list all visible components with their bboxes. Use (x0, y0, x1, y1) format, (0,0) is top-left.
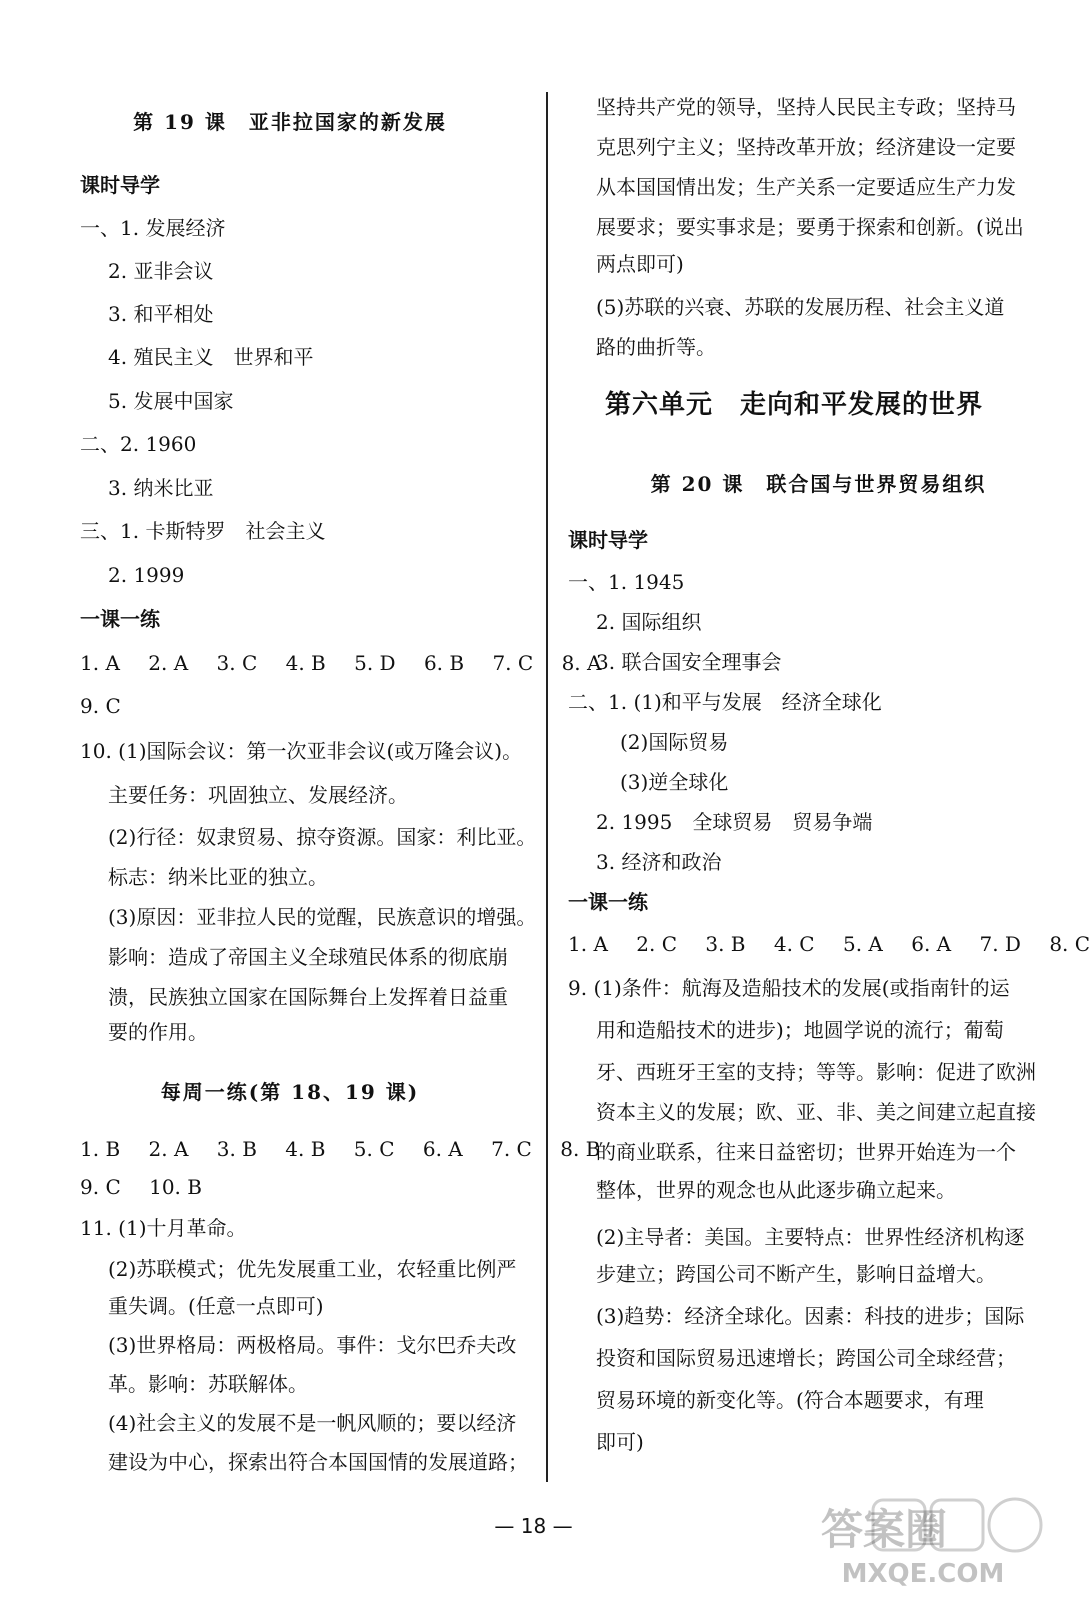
guide-line: (3)逆全球化 (620, 770, 729, 794)
answer: 9. C (80, 1175, 121, 1199)
answer: 5. A (842, 932, 883, 956)
guide-line: 4. 殖民主义 世界和平 (108, 345, 314, 369)
guide-line: 2. 1995 全球贸易 贸易争端 (596, 810, 873, 834)
practice-heading: 一课一练 (80, 607, 160, 631)
answer-row: 9. C (80, 694, 121, 718)
q10-line: 10. (1)国际会议：第一次亚非会议(或万隆会议)。 (80, 739, 523, 763)
svg-text:MXQE.COM: MXQE.COM (841, 1559, 1005, 1589)
continued-line: 展要求；要实事求是；要勇于探索和创新。(说出 (596, 215, 1024, 239)
answer: 2. A (148, 1137, 189, 1161)
guide-line: 2. 亚非会议 (108, 259, 214, 283)
q9-line: 步建立；跨国公司不断产生，影响日益增大。 (596, 1262, 996, 1286)
continued-line: 从本国国情出发；生产关系一定要适应生产力发 (596, 175, 1016, 199)
svg-text:答案圈: 答案圈 (821, 1505, 948, 1554)
guide-line: 三、1. 卡斯特罗 社会主义 (80, 519, 326, 543)
q11-line: (2)苏联模式；优先发展重工业，农轻重比例严 (108, 1257, 517, 1281)
answer: 5. D (354, 651, 396, 675)
q10-line: 影响：造成了帝国主义全球殖民体系的彻底崩 (108, 945, 508, 969)
guide-line: 3. 经济和政治 (596, 850, 722, 874)
unit-title: 第六单元 走向和平发展的世界 (605, 390, 984, 420)
answer: 8. A (561, 651, 602, 675)
q9-line: 贸易环境的新变化等。(符合本题要求，有理 (596, 1388, 984, 1412)
guide-heading: 课时导学 (568, 528, 648, 552)
answer: 1. B (80, 1137, 121, 1161)
guide-line: 一、1. 1945 (568, 570, 685, 594)
lesson-19-title: 第 19 课 亚非拉国家的新发展 (133, 110, 447, 134)
guide-line: 3. 和平相处 (108, 302, 214, 326)
column-divider (546, 92, 548, 1482)
answer: 6. A (422, 1137, 463, 1161)
q10-line: 要的作用。 (108, 1020, 208, 1044)
q9-line: 牙、西班牙王室的支持；等等。影响：促进了欧洲 (596, 1060, 1036, 1084)
answer-row (568, 932, 1090, 956)
q10-line: 标志：纳米比亚的独立。 (108, 865, 328, 889)
answer-row (80, 1137, 600, 1161)
answer: 7. C (491, 1137, 532, 1161)
answer: 3. B (705, 932, 746, 956)
q11-line: (3)世界格局：两极格局。事件：戈尔巴乔夫改 (108, 1333, 517, 1357)
guide-line: 二、2. 1960 (80, 432, 197, 456)
answer: 3. C (216, 651, 258, 675)
q11-line: 革。影响：苏联解体。 (108, 1372, 308, 1396)
continued-line: (5)苏联的兴衰、苏联的发展历程、社会主义道 (596, 295, 1005, 319)
guide-line: 5. 发展中国家 (108, 389, 234, 413)
q9-line: (2)主导者：美国。主要特点：世界性经济机构逐 (596, 1225, 1025, 1249)
practice-heading: 一课一练 (568, 890, 648, 914)
q9-line: 投资和国际贸易迅速增长；跨国公司全球经营； (596, 1346, 1016, 1370)
guide-line: 2. 国际组织 (596, 610, 702, 634)
q11-line: 重失调。(任意一点即可) (108, 1294, 324, 1318)
q11-line: 11. (1)十月革命。 (80, 1216, 247, 1240)
continued-line: 两点即可) (596, 252, 684, 276)
continued-line: 坚持共产党的领导，坚持人民民主专政；坚持马 (596, 95, 1016, 119)
answer: 10. B (149, 1175, 202, 1199)
q11-line: 建设为中心，探索出符合本国国情的发展道路； (108, 1450, 528, 1474)
q9-line: 9. (1)条件：航海及造船技术的发展(或指南针的运 (568, 976, 1010, 1000)
guide-line: 一、1. 发展经济 (80, 216, 226, 240)
continued-line: 克思列宁主义；坚持改革开放；经济建设一定要 (596, 135, 1016, 159)
q9-line: 的商业联系，往来日益密切；世界开始连为一个 (596, 1140, 1016, 1164)
q11-line: (4)社会主义的发展不是一帆风顺的；要以经济 (108, 1411, 517, 1435)
answer: 8. C (1049, 932, 1090, 956)
answer-row (80, 651, 601, 675)
answer: 4. C (773, 932, 815, 956)
watermark-logo (803, 1492, 1053, 1592)
guide-line: 2. 1999 (108, 563, 185, 587)
lesson-20-title: 第 20 课 联合国与世界贸易组织 (650, 472, 987, 496)
answer: 2. A (148, 651, 189, 675)
page-number: — 18 — (494, 1514, 573, 1538)
answer: 7. C (492, 651, 534, 675)
q10-line: 主要任务：巩固独立、发展经济。 (108, 783, 408, 807)
answer: 8. B (560, 1137, 601, 1161)
q10-line: 溃，民族独立国家在国际舞台上发挥着日益重 (108, 985, 508, 1009)
answer: 4. B (285, 1137, 326, 1161)
answer: 1. A (80, 651, 120, 675)
weekly-practice-title: 每周一练(第 18、19 课) (160, 1080, 420, 1104)
q9-line: 整体，世界的观念也从此逐步确立起来。 (596, 1178, 956, 1202)
answer: 7. D (979, 932, 1021, 956)
answer: 4. B (285, 651, 326, 675)
answer: 6. A (911, 932, 952, 956)
answer: 6. B (423, 651, 465, 675)
q9-line: 资本主义的发展；欧、亚、非、美之间建立起直接 (596, 1100, 1036, 1124)
answer: 2. C (636, 932, 677, 956)
q9-line: 用和造船技术的进步)；地圆学说的流行；葡萄 (596, 1018, 1004, 1042)
q9-line: 即可) (596, 1430, 644, 1454)
guide-heading: 课时导学 (80, 173, 160, 197)
guide-line: 3. 纳米比亚 (108, 476, 214, 500)
answer: 3. B (216, 1137, 257, 1161)
answer: 1. A (568, 932, 608, 956)
guide-line: (2)国际贸易 (620, 730, 729, 754)
answer: 5. C (353, 1137, 395, 1161)
guide-line: 3. 联合国安全理事会 (596, 650, 782, 674)
q10-line: (3)原因：亚非拉人民的觉醒，民族意识的增强。 (108, 905, 537, 929)
answer-row (80, 1175, 202, 1199)
continued-line: 路的曲折等。 (596, 335, 716, 359)
q10-line: (2)行径：奴隶贸易、掠夺资源。国家：利比亚。 (108, 825, 537, 849)
guide-line: 二、1. (1)和平与发展 经济全球化 (568, 690, 882, 714)
q9-line: (3)趋势：经济全球化。因素：科技的进步；国际 (596, 1304, 1025, 1328)
